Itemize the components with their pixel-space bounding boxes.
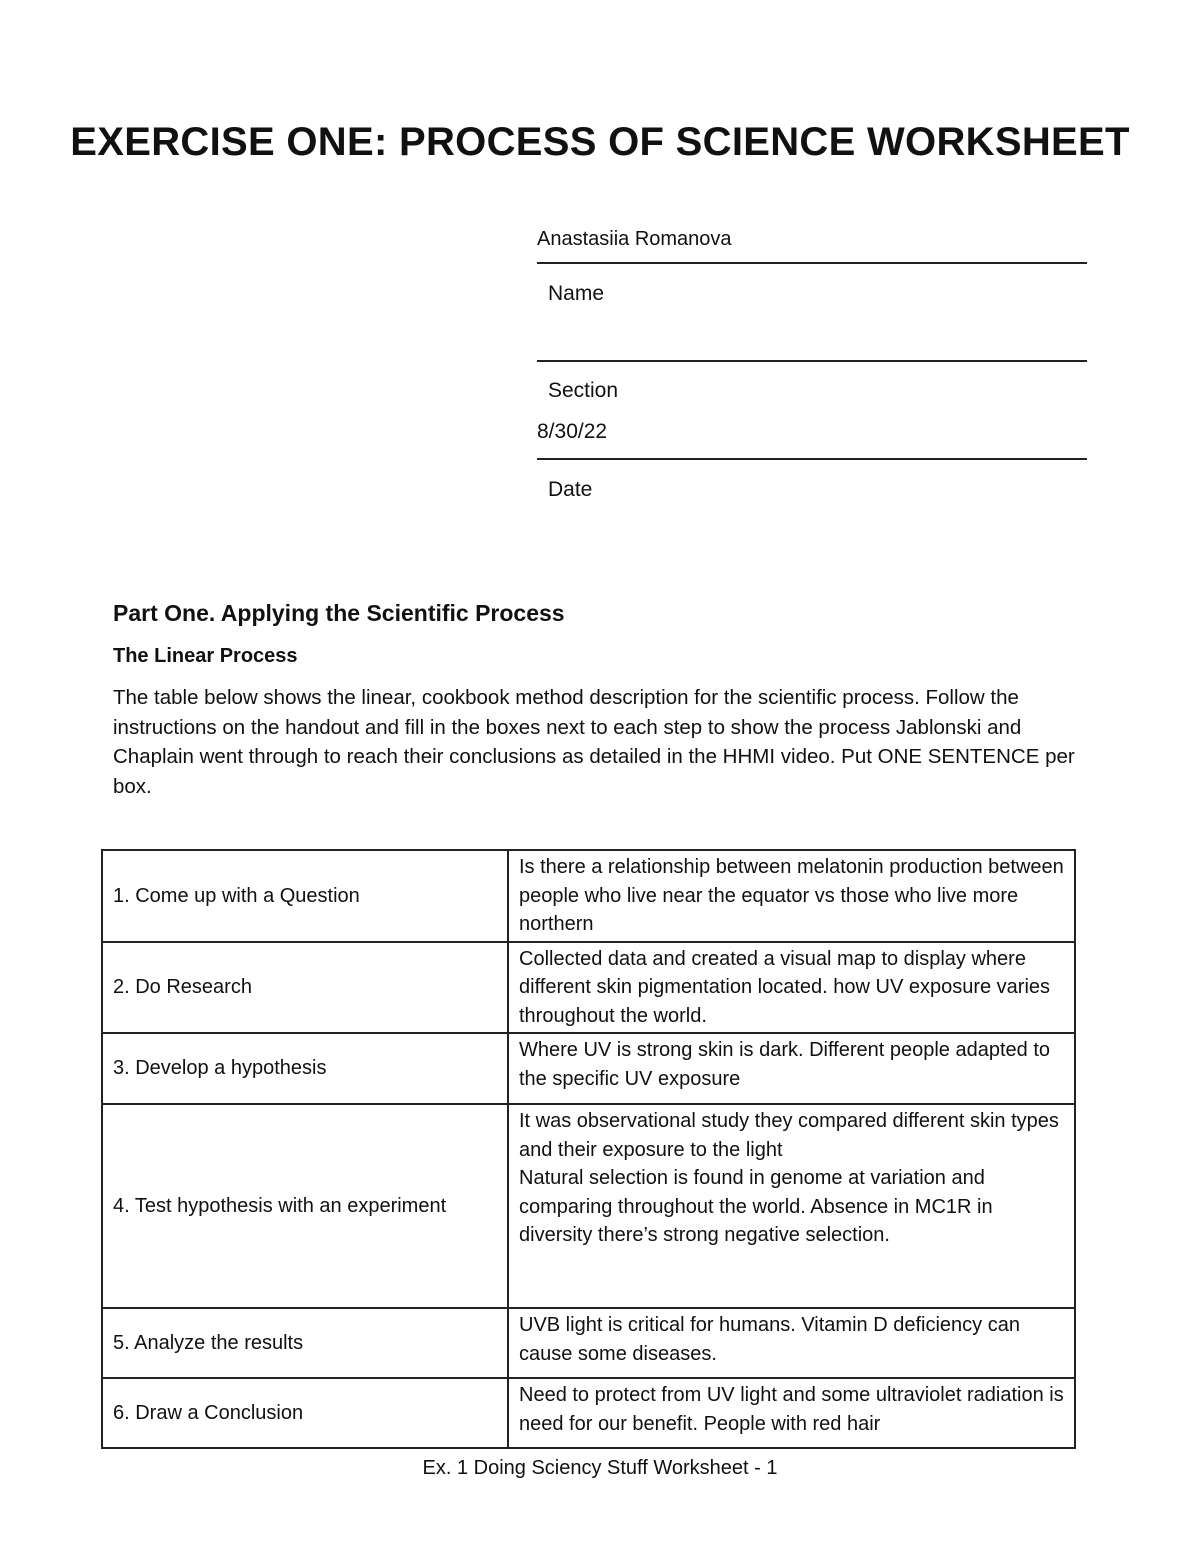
page-footer: Ex. 1 Doing Sciency Stuff Worksheet - 1: [422, 1457, 778, 1479]
table-row: [102, 1308, 1075, 1378]
table-row: [102, 1033, 1075, 1104]
date-rule: [537, 458, 1087, 460]
step-label: 4. Test hypothesis with an experiment: [102, 1104, 508, 1308]
table-row: [102, 1378, 1075, 1448]
step-answer: Where UV is strong skin is dark. Different people adapted to the specific UV exposure: [508, 1033, 1075, 1104]
linear-process-table: [101, 849, 1076, 1449]
step-label: 5. Analyze the results: [102, 1308, 508, 1378]
table-row: [102, 1104, 1075, 1308]
step-answer: Is there a relationship between melatonin production between people who live near the equator vs those who live more northern: [508, 850, 1075, 942]
sub-heading: The Linear Process: [113, 645, 298, 667]
worksheet-title: EXERCISE ONE: PROCESS OF SCIENCE WORKSHEET: [70, 120, 1130, 164]
step-label: 6. Draw a Conclusion: [102, 1378, 508, 1448]
section-rule: [537, 360, 1087, 362]
name-label: Name: [548, 282, 605, 305]
step-answer: It was observational study they compared different skin types and their exposure to the light Natural selection is found in genome at variation and comparing throughout the world. Absence in MC1R in diversity there’s strong negative selection.: [508, 1104, 1075, 1308]
name-value: Anastasiia Romanova: [537, 228, 732, 250]
name-rule: [537, 262, 1087, 264]
step-answer: Collected data and created a visual map to display where different skin pigmentation located. how UV exposure varies throughout the world.: [508, 942, 1075, 1034]
section-label: Section: [548, 379, 619, 402]
step-label: 3. Develop a hypothesis: [102, 1033, 508, 1104]
part-heading: Part One. Applying the Scientific Process: [113, 600, 565, 626]
table-row: [102, 942, 1075, 1034]
step-answer: Need to protect from UV light and some ultraviolet radiation is need for our benefit. People with red hair: [508, 1378, 1075, 1448]
step-label: 2. Do Research: [102, 942, 508, 1034]
step-label: 1. Come up with a Question: [102, 850, 508, 942]
step-answer: UVB light is critical for humans. Vitamin D deficiency can cause some diseases.: [508, 1308, 1075, 1378]
intro-paragraph: The table below shows the linear, cookbook method description for the scientific process. Follow the instructions on the handout and fill in the boxes next to each step to show the process Jablonski and Chaplain went through to reach their conclusions as detailed in the HHMI video. Put ONE SENTENCE per box.: [113, 686, 1075, 798]
table-row: [102, 850, 1075, 942]
date-value: 8/30/22: [537, 420, 608, 443]
date-label: Date: [548, 478, 593, 501]
